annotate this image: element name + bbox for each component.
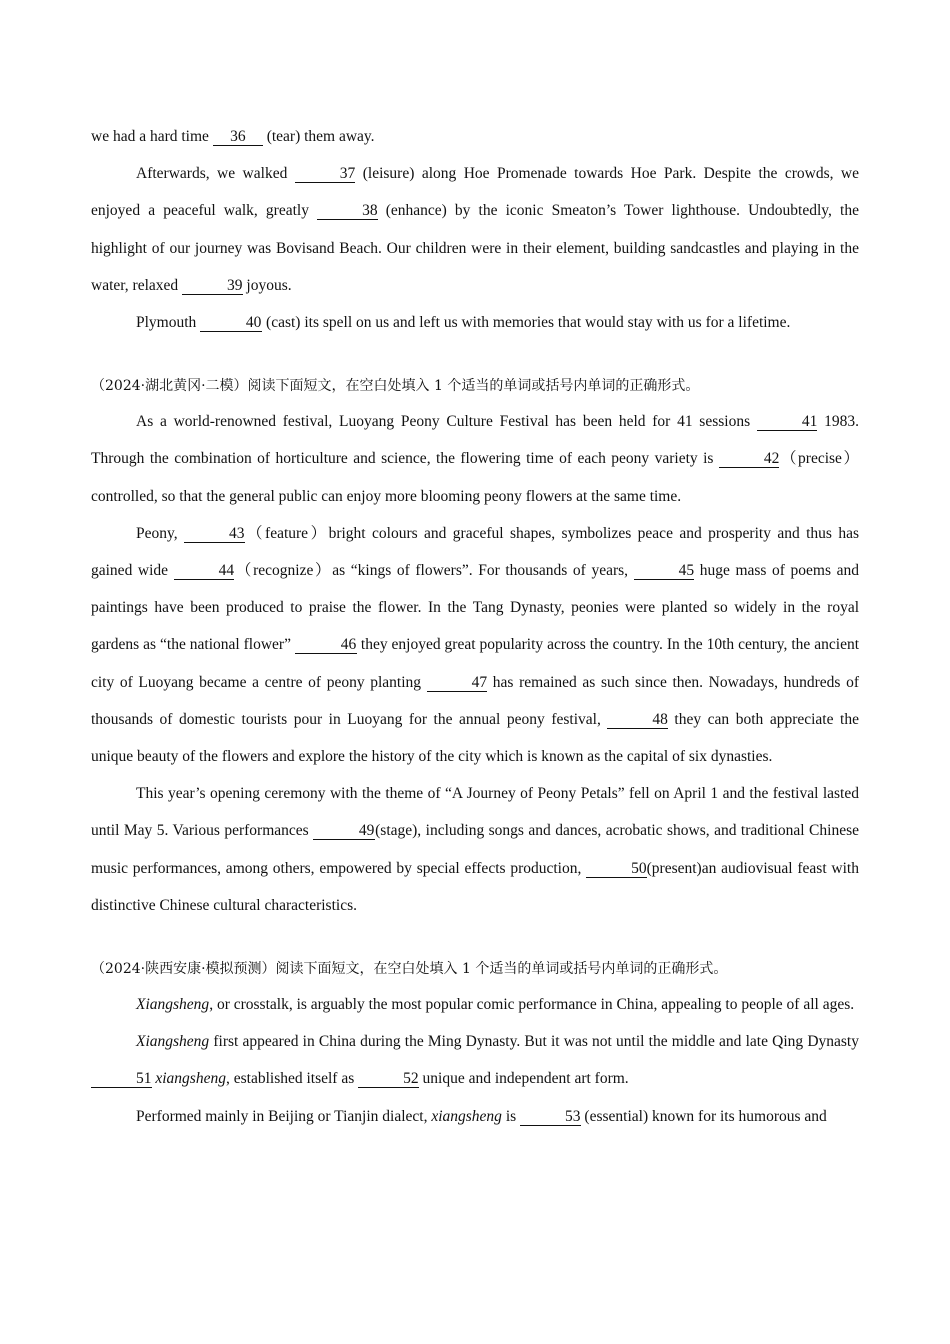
blank-51[interactable]: 51 (91, 1071, 152, 1088)
blank-36[interactable]: 36 (213, 129, 263, 146)
blank-37[interactable]: 37 (295, 166, 356, 183)
document-page (91, 118, 859, 1135)
blank-53[interactable]: 53 (520, 1109, 581, 1126)
paragraph-s2-p1: As a world-renowned festival, Luoyang Peony Culture Festival has been held for 41 sessions 41 1983. Through the combination of horticulture and science, the flowering time of each peony variety is 42（precise）controlled, so that the general public can enjoy more blooming peony flowers at the same time. (91, 413, 859, 505)
blank-39[interactable]: 39 (182, 278, 243, 295)
paragraph-s1-p1: Afterwards, we walked 37 (leisure) along Hoe Promenade towards Hoe Park. Despite the crowds, we enjoyed a peaceful walk, greatly 38 (enhance) by the iconic Smeaton’s Tower lighthouse. Undoubtedly, the highlight of our journey was Bovisand Beach. Our children were in their element, building sandcastles and playing in the water, relaxed 39 joyous. (91, 165, 859, 294)
blank-41[interactable]: 41 (757, 414, 818, 431)
blank-47[interactable]: 47 (427, 675, 488, 692)
blank-40[interactable]: 40 (200, 315, 262, 332)
blank-52[interactable]: 52 (358, 1071, 419, 1088)
paragraph-s3-p2: Xiangsheng first appeared in China during the Ming Dynasty. But it was not until the middle and late Qing Dynasty 51 xiangsheng, established itself as 52 unique and independent art form. (91, 1023, 859, 1097)
blank-44[interactable]: 44 (174, 563, 235, 580)
blank-49[interactable]: 49 (313, 823, 375, 840)
paragraph-s3-p3: Performed mainly in Beijing or Tianjin dialect, xiangsheng is 53 (essential) known for its humorous and (136, 1107, 827, 1125)
blank-43[interactable]: 43 (184, 526, 245, 543)
paragraph-s2-p2: Peony, 43（feature）bright colours and graceful shapes, symbolizes peace and prosperity and thus has gained wide 44（recognize）as “kings of flowers”. For thousands of years, 45 huge mass of poems and paintings have been produced to praise the flower. In the Tang Dynasty, peonies were planted so widely in the royal gardens as “the national flower” 46 they enjoyed great popularity across the country. In the 10th century, the ancient city of Luoyang became a centre of peony planting 47 has remained as such since then. Nowadays, hundreds of thousands of domestic tourists pour in Luoyang for the annual peony festival, 48 they can both appreciate the unique beauty of the flowers and explore the history of the city which is known as the capital of six dynasties. (91, 524, 860, 766)
blank-38[interactable]: 38 (317, 203, 378, 220)
section-heading-2: （2024·湖北黄冈·二模）阅读下面短文，在空白处填入 1 个适当的单词或括号内单词的正确形式。 (91, 378, 700, 395)
paragraph-s1-p0: we had a hard time 36 (tear) them away. (91, 128, 375, 145)
paragraph-s1-p2: Plymouth 40 (cast) its spell on us and left us with memories that would stay with us for a lifetime. (136, 314, 791, 332)
blank-50[interactable]: 50 (586, 861, 647, 878)
paragraph-s2-p3: This year’s opening ceremony with the theme of “A Journey of Peony Petals” fell on April 1 and the festival lasted until May 5. Various performances 49(stage), including songs and dances, acrobatic shows, and traditional Chinese music performances, among others, empowered by special effects production, 50(present)an audiovisual feast with distinctive Chinese cultural characteristics. (91, 785, 859, 914)
blank-42[interactable]: 42 (719, 451, 780, 468)
blank-45[interactable]: 45 (634, 563, 695, 580)
blank-48[interactable]: 48 (607, 712, 668, 729)
section-heading-3: （2024·陕西安康·模拟预测）阅读下面短文，在空白处填入 1 个适当的单词或括号内单词的正确形式。 (91, 961, 728, 978)
blank-46[interactable]: 46 (295, 637, 357, 654)
paragraph-s3-p1: Xiangsheng, or crosstalk, is arguably the most popular comic performance in China, appealing to people of all ages. (136, 996, 855, 1014)
